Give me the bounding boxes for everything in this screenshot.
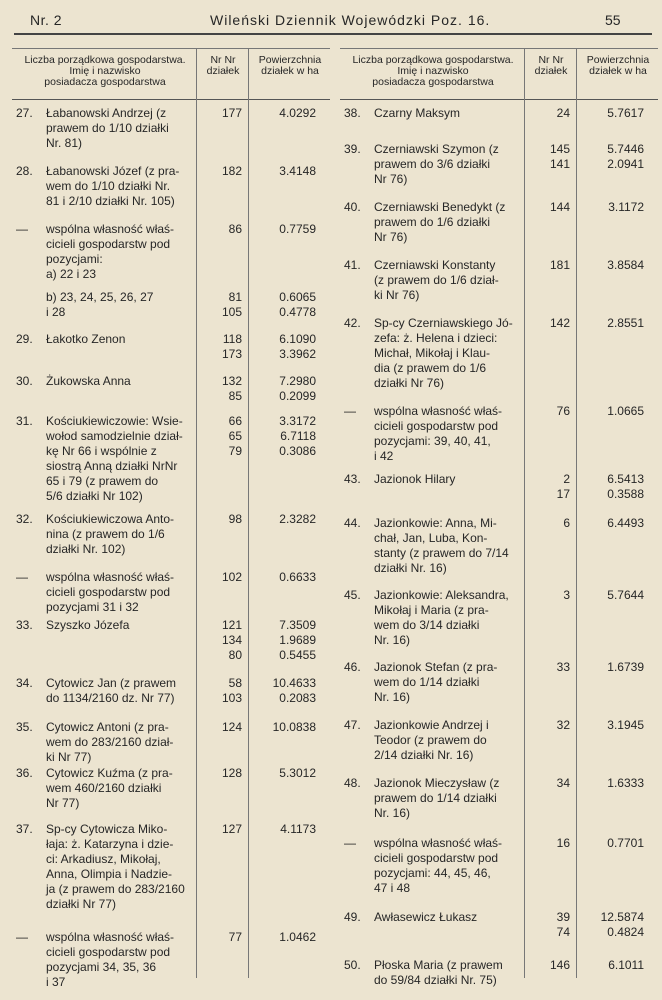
column-divider — [248, 48, 249, 978]
holder-description: Łabanowski Andrzej (z prawem do 1/10 działki Nr. 81) — [46, 106, 169, 150]
column-header-name: Liczba porządkowa gospodarstwa. Imię i nazwisko posiadacza gospodarstwa — [352, 54, 514, 88]
holder-description: wspólna własność właś- cicieli gospodarstw pod pozycjami 34, 35, 36 i 37 — [46, 930, 175, 989]
plot-numbers: 76 — [556, 404, 570, 418]
plot-numbers: 121 134 80 — [221, 618, 242, 662]
plot-areas: 5.3012 — [279, 766, 316, 780]
plot-areas: 3.8584 — [607, 258, 644, 272]
plot-numbers: 132 85 — [221, 374, 242, 403]
plot-numbers: 58 103 — [221, 676, 242, 705]
plot-numbers: 33 — [556, 660, 570, 674]
plot-areas: 7.2980 0.2099 — [279, 374, 316, 403]
plot-numbers: 118 173 — [221, 332, 242, 361]
plot-areas: 3.3172 6.7118 0.3086 — [279, 414, 316, 458]
plot-numbers: 39 74 — [556, 910, 570, 939]
row-index: 39. — [344, 142, 361, 156]
plot-numbers: 142 — [549, 316, 570, 330]
holder-description: Jazionok Mieczysław (z prawem do 1/14 działki Nr. 16) — [374, 776, 500, 820]
right-column-table — [340, 48, 658, 996]
holder-description: b) 23, 24, 25, 26, 27 i 28 — [46, 290, 154, 319]
plot-numbers: 98 — [228, 512, 242, 526]
column-divider — [196, 48, 197, 978]
journal-title: Wileński Dziennik Wojewódzki Poz. 16. — [210, 12, 491, 28]
holder-description: Sp-cy Czerniawskiego Jó- zefa: ż. Helena i dzieci: Michał, Mikołaj i Klau- dia (z prawem do 1/6 działki Nr 76) — [374, 316, 513, 390]
holder-description: wspólna własność właś- cicieli gospodarstw pod pozycjami 31 i 32 — [46, 570, 175, 614]
plot-areas: 3.1172 — [608, 200, 644, 214]
plot-numbers: 124 — [221, 720, 242, 734]
plot-numbers: 24 — [556, 106, 570, 120]
holder-description: Czerniawski Konstanty (z prawem do 1/6 dział- ki Nr 76) — [374, 258, 499, 302]
holder-description: Jazionkowie: Aleksandra, Mikołaj i Maria (z pra- wem do 3/14 działki Nr. 16) — [374, 588, 509, 647]
plot-areas: 2.8551 — [607, 316, 644, 330]
row-index: 30. — [16, 374, 33, 388]
row-index: 36. — [16, 766, 33, 780]
holder-description: Cytowicz Kuźma (z pra- wem 460/2160 działki Nr 77) — [46, 766, 173, 810]
row-index: 37. — [16, 822, 33, 836]
row-index: 47. — [344, 718, 361, 732]
plot-areas: 5.7446 2.0941 — [607, 142, 644, 171]
plot-numbers: 16 — [556, 836, 570, 850]
plot-areas: 0.7759 — [279, 222, 316, 236]
plot-numbers: 6 — [563, 516, 570, 530]
plot-areas: 1.6739 — [607, 660, 644, 674]
plot-areas: 4.0292 — [279, 106, 316, 120]
plot-areas: 10.0838 — [272, 720, 316, 734]
row-index: 46. — [344, 660, 361, 674]
plot-areas: 4.1173 — [280, 822, 316, 836]
holder-description: Kościukiewiczowie: Wsie- wołod samodzielnie dział- kę Nr 66 i wspólnie z siostrą Anną działki NrNr 65 i 79 (z prawem do 5/6 działki Nr 102) — [46, 414, 183, 503]
plot-numbers: 181 — [549, 258, 570, 272]
holder-description: Jazionkowie Andrzej i Teodor (z prawem do 2/14 działki Nr. 16) — [374, 718, 489, 762]
holder-description: wspólna własność właś- cicieli gospodarstw pod pozycjami: 39, 40, 41, i 42 — [374, 404, 503, 463]
column-header-name: Liczba porządkowa gospodarstwa. Imię i nazwisko posiadacza gospodarstwa — [24, 54, 186, 88]
plot-numbers: 81 105 — [221, 290, 242, 319]
row-index: 50. — [344, 958, 361, 972]
plot-areas: 2.3282 — [279, 512, 316, 526]
row-index: — — [344, 404, 356, 418]
column-divider — [524, 48, 525, 978]
row-index: — — [16, 930, 28, 944]
row-index: 41. — [344, 258, 361, 272]
plot-numbers: 127 — [221, 822, 242, 836]
row-index: 49. — [344, 910, 361, 924]
row-index: 28. — [16, 164, 33, 178]
holder-description: Czarny Maksym — [374, 106, 461, 120]
row-index: 29. — [16, 332, 33, 346]
holder-description: Cytowicz Jan (z prawem do 1134/2160 dz. Nr 77) — [46, 676, 177, 705]
row-index: 48. — [344, 776, 361, 790]
column-divider — [576, 48, 577, 978]
plot-areas: 6.1090 3.3962 — [279, 332, 316, 361]
plot-areas: 1.0462 — [279, 930, 316, 944]
column-header-area: Powierzchnia działek w ha — [586, 54, 650, 77]
row-index: 44. — [344, 516, 361, 530]
holder-description: Czerniawski Benedykt (z prawem do 1/6 działki Nr 76) — [374, 200, 506, 244]
plot-numbers: 144 — [549, 200, 570, 214]
holder-description: wspólna własność właś- cicieli gospodarstw pod pozycjami: 44, 45, 46, 47 i 48 — [374, 836, 503, 895]
holder-description: Sp-cy Cytowicza Miko- łaja: ż. Katarzyna i dzie- ci: Arkadiusz, Mikołaj, Anna, Olimpia i Nadzie- ja (z prawem do 283/2160 działki Nr 77) — [46, 822, 185, 911]
plot-areas: 0.6633 — [279, 570, 316, 584]
row-index: 33. — [16, 618, 33, 632]
row-index: 45. — [344, 588, 361, 602]
plot-numbers: 3 — [563, 588, 570, 602]
row-index: — — [16, 570, 28, 584]
plot-areas: 1.0665 — [607, 404, 644, 418]
holder-description: Awłasewicz Łukasz — [374, 910, 478, 924]
row-index: 27. — [16, 106, 33, 120]
holder-description: Jazionkowie: Anna, Mi- chał, Jan, Luba, Kon- stanty (z prawem do 7/14 działki Nr. 16) — [374, 516, 509, 575]
row-index: 42. — [344, 316, 361, 330]
plot-areas: 6.4493 — [607, 516, 644, 530]
plot-numbers: 34 — [556, 776, 570, 790]
table-header — [340, 48, 658, 100]
plot-areas: 6.5413 0.3588 — [607, 472, 644, 501]
issue-number: Nr. 2 — [30, 12, 63, 28]
column-header-nr: Nr Nr działek — [206, 54, 240, 77]
plot-numbers: 86 — [228, 222, 242, 236]
row-index: 32. — [16, 512, 33, 526]
header-rule — [14, 33, 652, 35]
row-index: — — [16, 222, 28, 236]
row-index: 40. — [344, 200, 361, 214]
holder-description: Czerniawski Szymon (z prawem do 3/6 działki Nr 76) — [374, 142, 499, 186]
row-index: 31. — [16, 414, 33, 428]
page-number: 55 — [605, 12, 621, 28]
row-index: 43. — [344, 472, 361, 486]
row-index: — — [344, 836, 356, 850]
plot-areas: 7.3509 1.9689 0.5455 — [279, 618, 316, 662]
plot-numbers: 145 141 — [549, 142, 570, 171]
plot-numbers: 102 — [221, 570, 242, 584]
plot-areas: 3.4148 — [279, 164, 316, 178]
holder-description: Jazionok Hilary — [374, 472, 456, 486]
plot-areas: 12.5874 0.4824 — [600, 910, 644, 939]
plot-areas: 0.6065 0.4778 — [279, 290, 316, 319]
plot-numbers: 177 — [221, 106, 242, 120]
holder-description: wspólna własność właś- cicieli gospodarstw pod pozycjami: a) 22 i 23 — [46, 222, 175, 281]
holder-description: Jazionok Stefan (z pra- wem do 1/14 działki Nr. 16) — [374, 660, 498, 704]
holder-description: Żukowska Anna — [46, 374, 131, 388]
left-column-table — [12, 48, 330, 996]
plot-numbers: 128 — [221, 766, 242, 780]
row-index: 35. — [16, 720, 33, 734]
row-index: 34. — [16, 676, 33, 690]
plot-numbers: 77 — [228, 930, 242, 944]
plot-numbers: 146 — [549, 958, 570, 972]
plot-numbers: 66 65 79 — [228, 414, 242, 458]
column-header-area: Powierzchnia działek w ha — [258, 54, 322, 77]
holder-description: Kościukiewiczowa Anto- nina (z prawem do 1/6 działki Nr. 102) — [46, 512, 175, 556]
plot-areas: 5.7617 — [607, 106, 644, 120]
plot-areas: 6.1011 — [608, 958, 644, 972]
holder-description: Płoska Maria (z prawem do 59/84 działki Nr. 75) — [374, 958, 503, 987]
holder-description: Cytowicz Antoni (z pra- wem do 283/2160 dział- ki Nr 77) — [46, 720, 174, 764]
plot-areas: 0.7701 — [607, 836, 644, 850]
column-header-nr: Nr Nr działek — [534, 54, 568, 77]
plot-numbers: 2 17 — [556, 472, 570, 501]
plot-numbers: 32 — [556, 718, 570, 732]
plot-areas: 1.6333 — [607, 776, 644, 790]
plot-areas: 3.1945 — [607, 718, 644, 732]
row-index: 38. — [344, 106, 361, 120]
plot-numbers: 182 — [221, 164, 242, 178]
holder-description: Łakotko Zenon — [46, 332, 126, 346]
table-header — [12, 48, 330, 100]
page-header — [0, 0, 662, 40]
holder-description: Szyszko Józefa — [46, 618, 130, 632]
plot-areas: 5.7644 — [607, 588, 644, 602]
plot-areas: 10.4633 0.2083 — [272, 676, 316, 705]
holder-description: Łabanowski Józef (z pra- wem do 1/10 działki Nr. 81 i 2/10 działki Nr. 105) — [46, 164, 180, 208]
